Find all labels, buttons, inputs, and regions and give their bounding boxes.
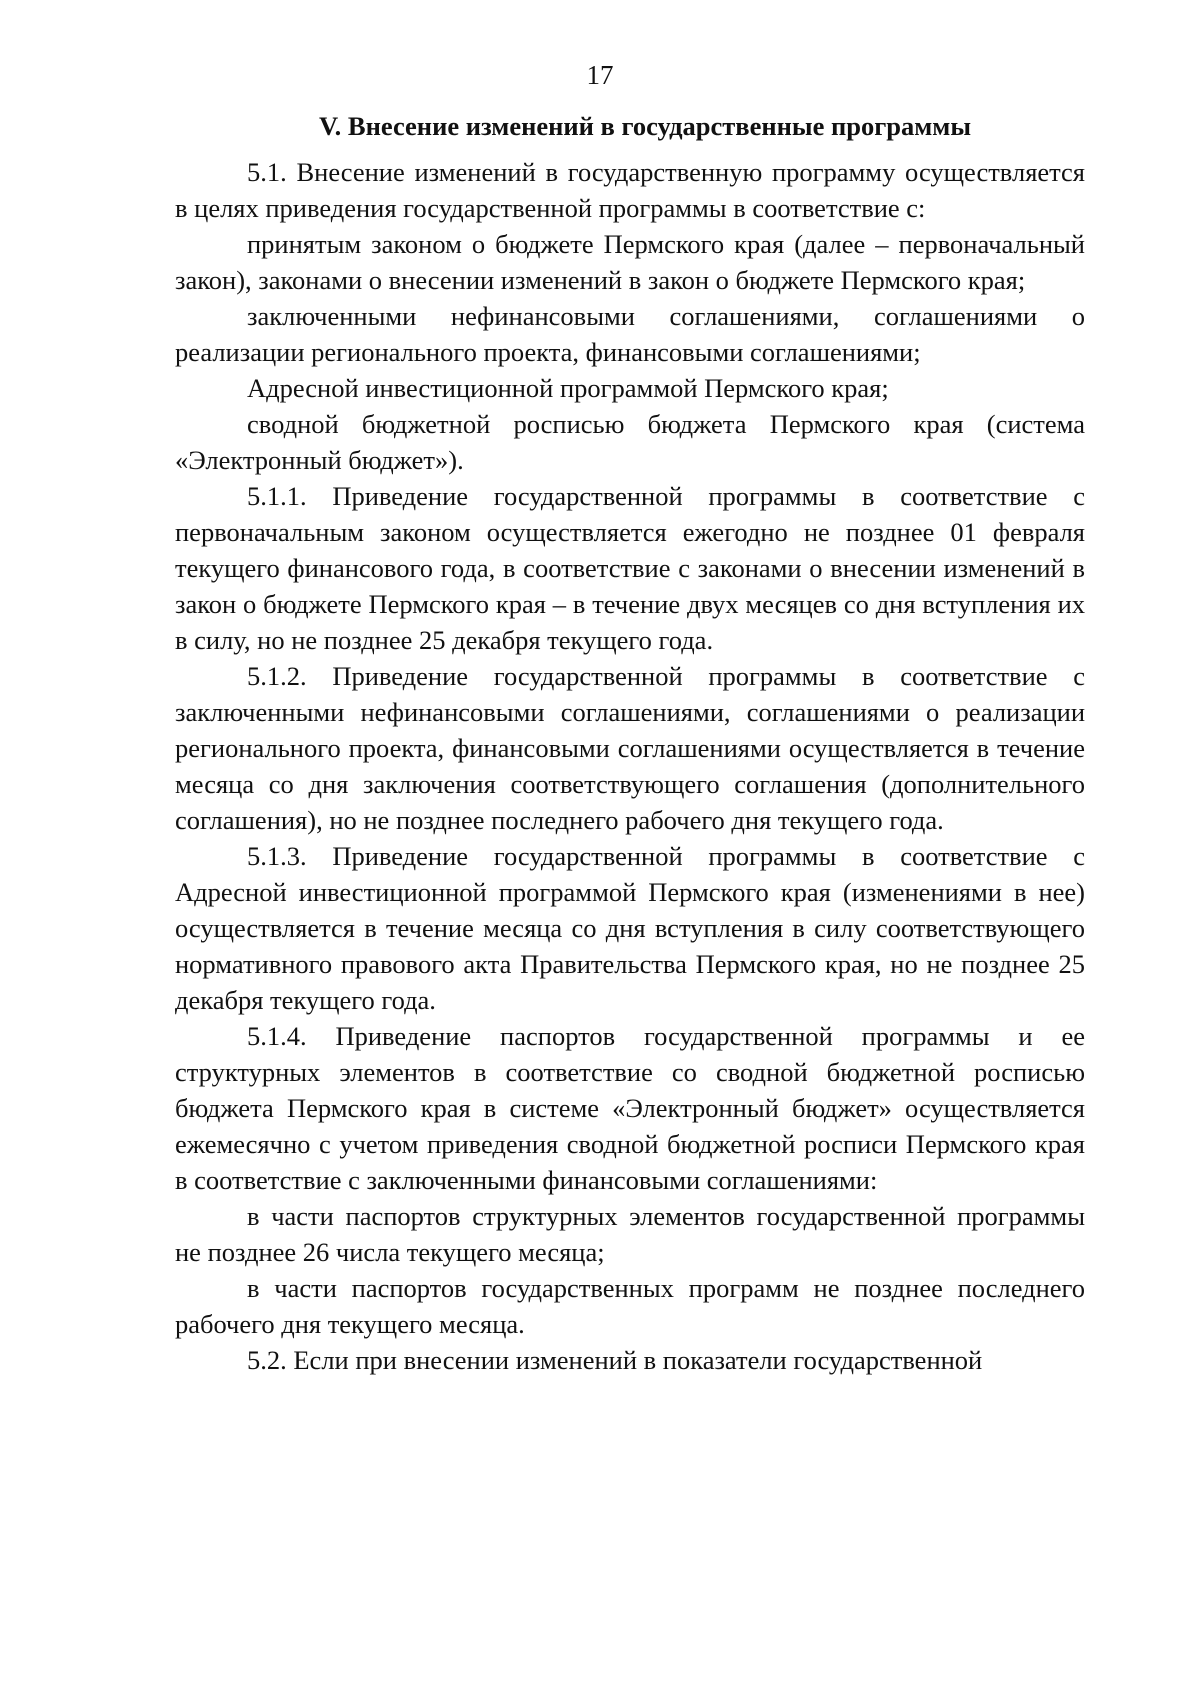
paragraph-agreements: заключенными нефинансовыми соглашениями, соглашениями о реализации регионального проекта, финансовыми соглашениями; (175, 301, 1085, 367)
section-title: V. Внесение изменений в государственные программы (318, 111, 972, 141)
paragraph-5-1-3: 5.1.3. Приведение государственной программы в соответствие с Адресной инвестиционной программой Пермского края (изменениями в нее) осуществляется в течение месяца со дня вступления в силу соответствующего нормативного правового акта Правительства Пермского края, но не позднее 25 декабря текущего года. (175, 841, 1085, 1015)
paragraph-5-1-4: 5.1.4. Приведение паспортов государственной программы и ее структурных элементов в соответствие со сводной бюджетной росписью бюджета Пермского края в системе «Электронный бюджет» осуществляется ежемесячно с учетом приведения сводной бюджетной росписи Пермского края в соответствие с заключенными финансовыми соглашениями: (175, 1021, 1085, 1195)
paragraph-structural-elements: в части паспортов структурных элементов государственной программы не позднее 26 числа текущего месяца; (175, 1201, 1085, 1267)
paragraph-5-1-2: 5.1.2. Приведение государственной программы в соответствие с заключенными нефинансовыми соглашениями, соглашениями о реализации регионального проекта, финансовыми соглашениями осуществляется в течение месяца со дня заключения соответствующего соглашения (дополнительного соглашения), но не позднее последнего рабочего дня текущего года. (175, 661, 1085, 835)
page-number: 17 (586, 60, 614, 90)
paragraph-state-programs: в части паспортов государственных программ не позднее последнего рабочего дня текущего месяца. (175, 1273, 1085, 1339)
paragraph-5-1-1: 5.1.1. Приведение государственной программы в соответствие с первоначальным законом осуществляется ежегодно не позднее 01 февраля текущего финансового года, в соответствие с законами о внесении изменений в закон о бюджете Пермского края – в течение двух месяцев со дня вступления их в силу, но не позднее 25 декабря текущего года. (175, 481, 1085, 655)
paragraph-budget-law: принятым законом о бюджете Пермского края (далее – первоначальный закон), законами о внесении изменений в закон о бюджете Пермского края; (175, 229, 1085, 295)
paragraph-budget-schedule: сводной бюджетной росписью бюджета Пермского края (система «Электронный бюджет»). (175, 409, 1085, 475)
paragraph-5-2: 5.2. Если при внесении изменений в показатели государственной (247, 1345, 983, 1375)
paragraph-5-1: 5.1. Внесение изменений в государственную программу осуществляется в целях приведения государственной программы в соответствие с: (175, 157, 1085, 223)
document-body (175, 108, 1085, 1378)
paragraph-investment-program: Адресной инвестиционной программой Пермского края; (247, 373, 889, 403)
